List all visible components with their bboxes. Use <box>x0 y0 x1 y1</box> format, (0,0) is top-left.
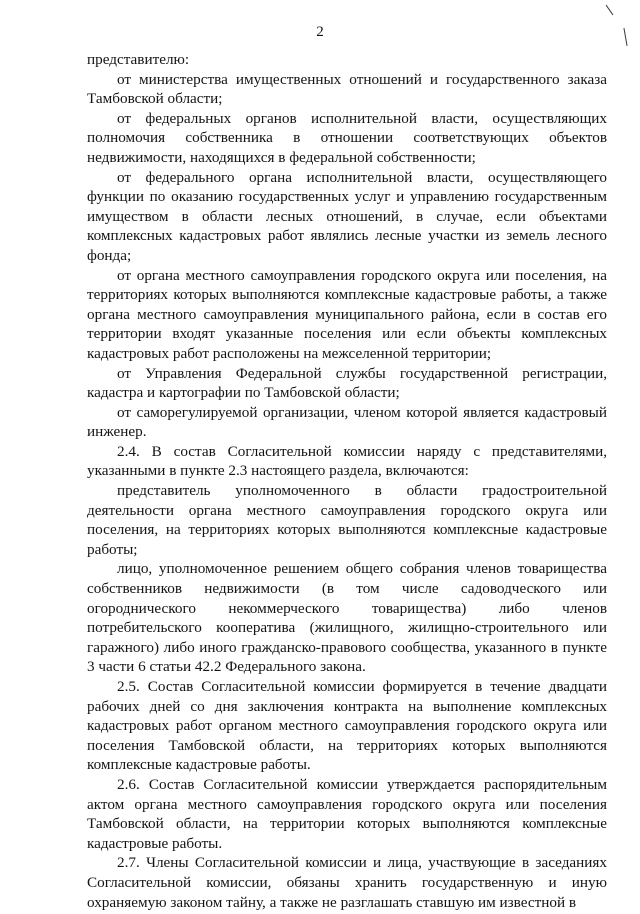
paragraph: от федерального органа исполнительной власти, осуществляющего функции по оказанию государственных услуг и управлению государственным имуществом в области лесных отношений, в случае, если объектами комплексных кадастровых работ являлись лесные участки из земель лесного фонда; <box>87 168 607 264</box>
page-number: 2 <box>316 24 324 40</box>
paragraph: 2.6. Состав Согласительной комиссии утверждается распорядительным актом органа местного самоуправления городского округа или поселения Тамбовской области, на территории которых выполняются комплексные кадастровые работы. <box>87 775 607 852</box>
paragraph: представитель уполномоченного в области градостроительной деятельности органа местного самоуправления городского округа или поселения, на территориях которых выполняются комплексные кадастровые работы; <box>87 482 607 558</box>
paragraph: 2.4. В состав Согласительной комиссии наряду с представителями, указанными в пункте 2.3 настоящего раздела, включаются: <box>87 442 607 480</box>
paragraph: 2.5. Состав Согласительной комиссии формируется в течение двадцати рабочих дней со дня заключения контракта на выполнение комплексных кадастровых работ органом местного самоуправления городского округа или поселения Тамбовской области, на территориях которых выполняются комплексные кадастровые работы. <box>87 678 607 774</box>
paragraph: 2.7. Члены Согласительной комиссии и лица, участвующие в заседаниях Согласительной комиссии, обязаны хранить государственную и иную охраняемую законом тайну, а также не разглашать ставшую им известной в <box>87 854 607 911</box>
scan-mark <box>606 5 614 15</box>
paragraph: от министерства имущественных отношений и государственного заказа Тамбовской области; <box>87 70 607 108</box>
paragraph: лицо, уполномоченное решением общего собрания членов товарищества собственников недвижимости (в том числе садоводческого или огороднического некоммерческого товарищества) либо членов потребительского кооператива (жилищного, жилищно-строительного или гаражного) либо иного гражданско-правового сообщества, указанного в пункте 3 части 6 статьи 42.2 Федерального закона. <box>87 560 607 676</box>
paragraph: от Управления Федеральной службы государственной регистрации, кадастра и картографии по Тамбовской области; <box>87 364 607 402</box>
document-body <box>87 50 607 912</box>
paragraph: от саморегулируемой организации, членом которой является кадастровый инженер. <box>87 403 607 441</box>
paragraph: от федеральных органов исполнительной власти, осуществляющих полномочия собственника в отношении соответствующих объектов недвижимости, находящихся в федеральной собственности; <box>87 109 607 166</box>
paragraph: представителю: <box>87 51 190 68</box>
paragraph: от органа местного самоуправления городского округа или поселения, на территориях которых выполняются комплексные кадастровые работы, а также органа местного самоуправления муниципального района, если в состав его территории входят указанные поселения или если объекты комплексных кадастровых работ расположены на межселенной территории; <box>87 266 607 362</box>
